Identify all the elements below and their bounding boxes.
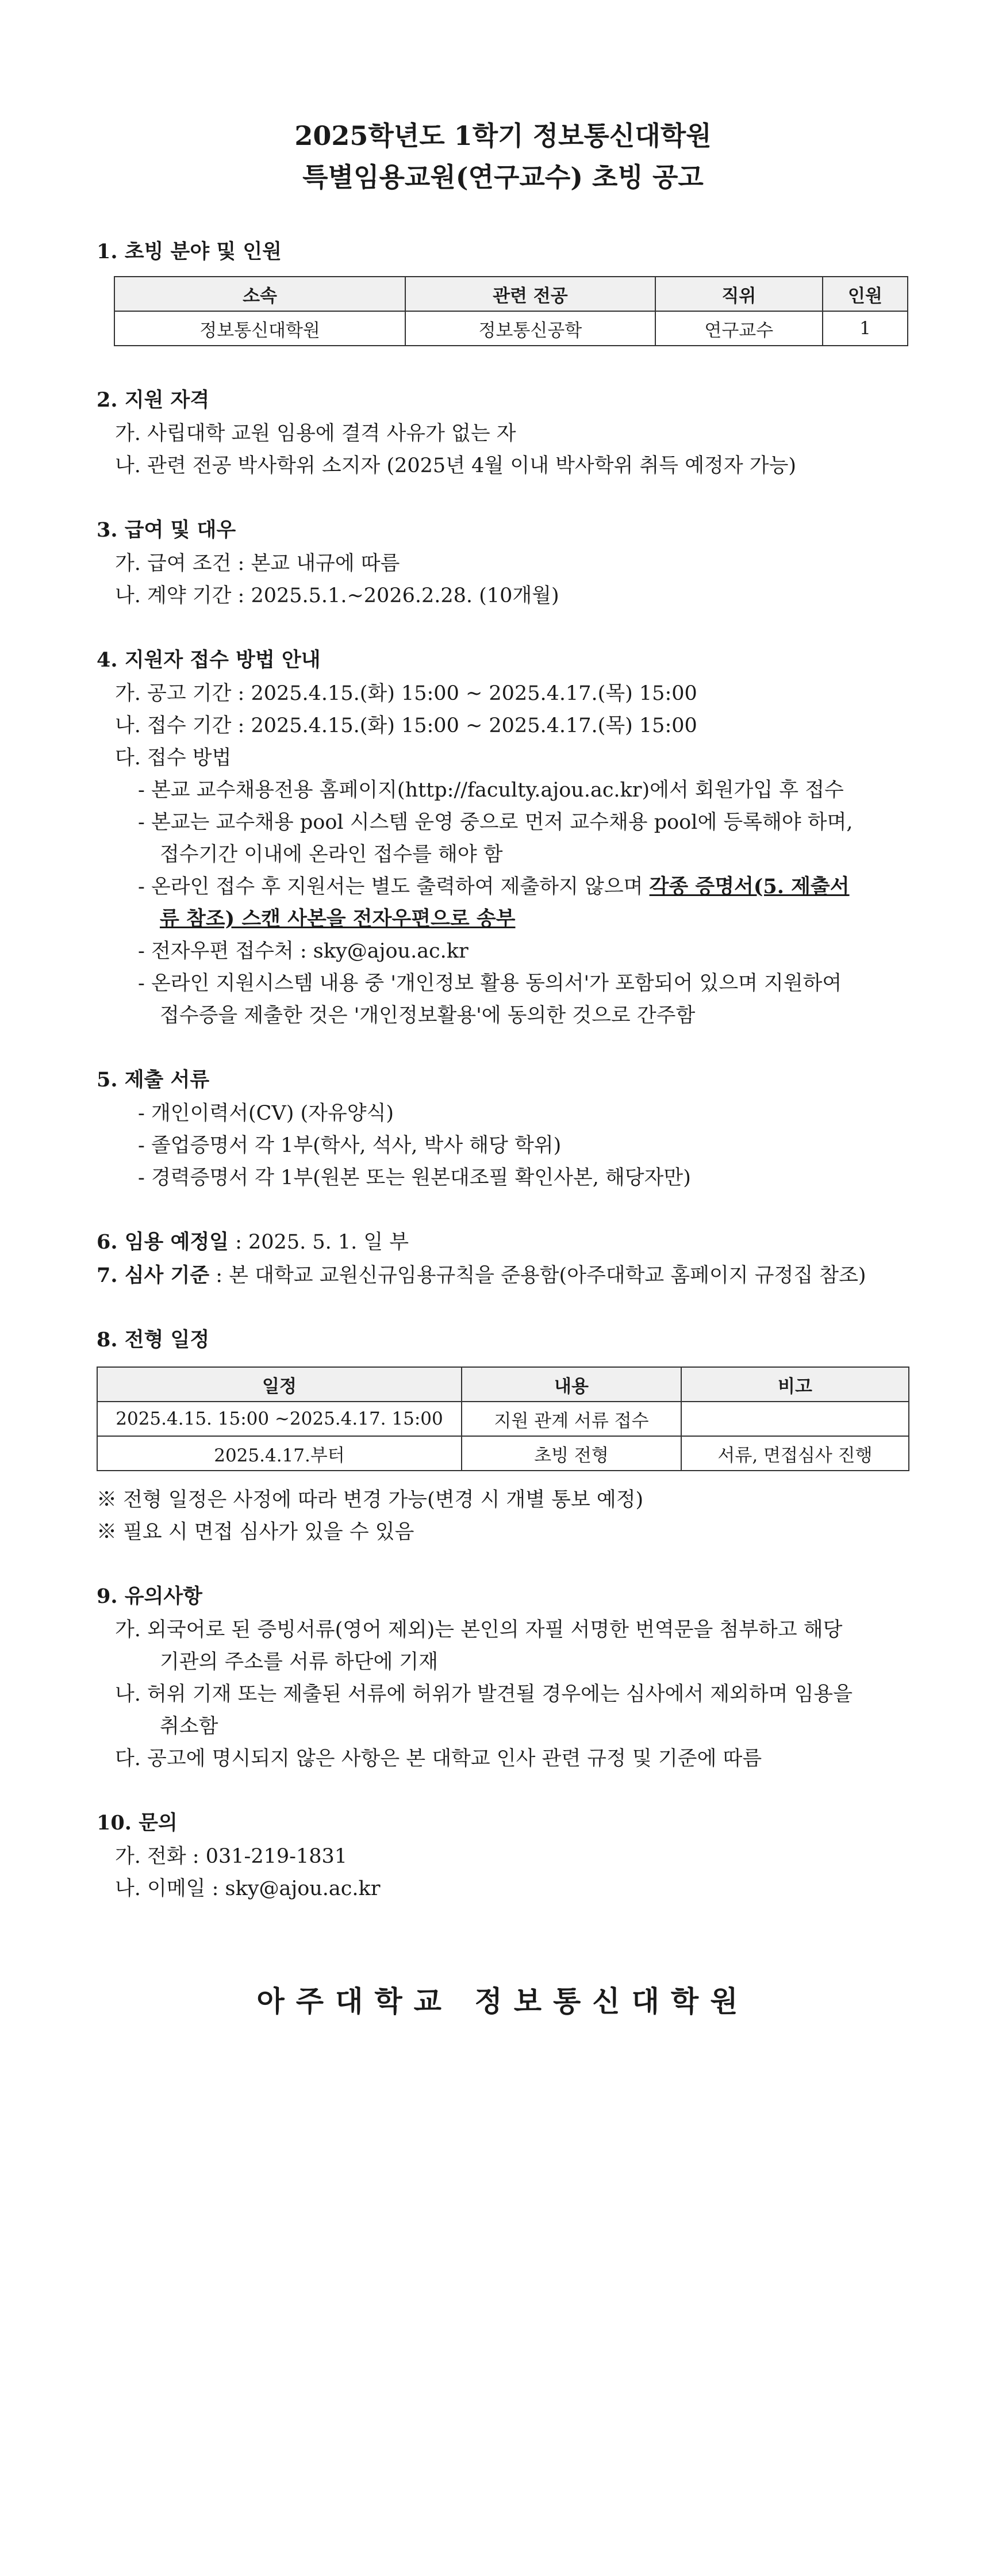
contact-phone: 가. 전화 : 031-219-1831 [115,1845,348,1868]
section-6-label: 6. 임용 예정일 [97,1230,229,1254]
list-item: 가. 공고 기간 : 2025.4.15.(화) 15:00 ~ 2025.4.17.(목) 15:00 [115,682,697,705]
section-7 [97,1260,866,1288]
list-item: 다. 공고에 명시되지 않은 사항은 본 대학교 인사 관련 규정 및 기준에 따름 [115,1747,762,1770]
list-item: - 경력증명서 각 1부(원본 또는 원본대조필 확인사본, 해당자만) [138,1166,691,1189]
list-item: 다. 접수 방법 [115,747,232,770]
section-10-heading: 10. 문의 [97,1811,178,1835]
table-cell: 정보통신공학 [405,311,655,346]
list-item [138,871,850,900]
table-cell: 연구교수 [655,311,823,346]
list-item: 가. 외국어로 된 증빙서류(영어 제외)는 본인의 자필 서명한 번역문을 첨부하고 해당 [115,1618,843,1641]
table-header-row [97,1367,909,1402]
section-7-text: : 본 대학교 교원신규임용규칙을 준용함(아주대학교 홈페이지 규정집 참조) [209,1264,866,1287]
list-item-continuation: 접수증을 제출한 것은 '개인정보활용'에 동의한 것으로 간주함 [160,1004,696,1027]
section-1-heading: 1. 초빙 분야 및 인원 [97,240,282,263]
list-item: 가. 사립대학 교원 임용에 결격 사유가 없는 자 [115,422,516,445]
schedule-table [97,1367,909,1471]
list-item: - 전자우편 접수처 : sky@ajou.ac.kr [138,940,469,963]
table-cell: 서류, 면접심사 진행 [681,1436,909,1471]
list-item-continuation: 취소함 [160,1715,218,1738]
list-item: - 개인이력서(CV) (자유양식) [138,1102,394,1125]
list-item-continuation: 접수기간 이내에 온라인 접수를 해야 함 [160,843,503,866]
list-item-continuation: 기관의 주소를 서류 하단에 기재 [160,1651,439,1674]
schedule-note: ※ 필요 시 면접 심사가 있을 수 있음 [97,1521,414,1544]
table-header: 직위 [655,277,823,311]
section-3-heading: 3. 급여 및 대우 [97,518,236,542]
title-line-2: 특별임용교원(연구교수) 초빙 공고 [302,162,704,193]
list-item: 나. 허위 기재 또는 제출된 서류에 허위가 발견될 경우에는 심사에서 제외하며 임용을 [115,1683,853,1706]
table-header: 소속 [114,277,405,311]
table-cell: 1 [823,311,908,346]
section-5-heading: 5. 제출 서류 [97,1068,210,1092]
list-item-text: - 온라인 접수 후 지원서는 별도 출력하여 제출하지 않으며 [138,875,650,898]
table-row [114,311,908,346]
table-row [97,1402,909,1436]
table-row [97,1436,909,1471]
table-header: 비고 [681,1367,909,1402]
section-8-heading: 8. 전형 일정 [97,1328,210,1352]
issuer-signature: 아주대학교 정보통신대학원 [256,1984,750,2018]
section-4-heading: 4. 지원자 접수 방법 안내 [97,648,321,672]
list-item: - 온라인 지원시스템 내용 중 '개인정보 활용 동의서'가 포함되어 있으며 지원하여 [138,972,842,995]
list-item: 나. 계약 기간 : 2025.5.1.~2026.2.28. (10개월) [115,584,559,607]
table-header: 일정 [97,1367,462,1402]
list-item: - 졸업증명서 각 1부(학사, 석사, 박사 해당 학위) [138,1134,562,1157]
emphasized-text: 류 참조) 스캔 사본을 전자우편으로 송부 [160,907,516,931]
list-item: - 본교 교수채용전용 홈페이지(http://faculty.ajou.ac.kr)에서 회원가입 후 접수 [138,779,844,802]
list-item: - 본교는 교수채용 pool 시스템 운영 중으로 먼저 교수채용 pool에 등록해야 하며, [138,811,853,834]
positions-table [114,276,908,346]
table-header: 인원 [823,277,908,311]
section-6 [97,1226,409,1255]
title-line-1: 2025학년도 1학기 정보통신대학원 [294,120,712,151]
table-header: 내용 [462,1367,681,1402]
list-item-continuation [160,903,515,932]
table-header: 관련 전공 [405,277,655,311]
section-7-label: 7. 심사 기준 [97,1264,210,1287]
table-cell: 초빙 전형 [462,1436,681,1471]
list-item: 나. 관련 전공 박사학위 소지자 (2025년 4월 이내 박사학위 취득 예정자 가능) [115,454,797,477]
schedule-note: ※ 전형 일정은 사정에 따라 변경 가능(변경 시 개별 통보 예정) [97,1488,644,1511]
section-9-heading: 9. 유의사항 [97,1584,202,1608]
table-header-row [114,277,908,311]
emphasized-text: 각종 증명서(5. 제출서 [649,875,850,898]
table-cell: 정보통신대학원 [114,311,405,346]
section-6-text: : 2025. 5. 1. 일 부 [228,1231,409,1254]
contact-email: 나. 이메일 : sky@ajou.ac.kr [115,1877,381,1900]
section-2-heading: 2. 지원 자격 [97,388,210,412]
table-cell: 2025.4.15. 15:00 ~2025.4.17. 15:00 [97,1402,462,1436]
table-cell: 지원 관계 서류 접수 [462,1402,681,1436]
list-item: 나. 접수 기간 : 2025.4.15.(화) 15:00 ~ 2025.4.17.(목) 15:00 [115,714,697,737]
list-item: 가. 급여 조건 : 본교 내규에 따름 [115,552,400,575]
table-cell [681,1402,909,1436]
table-cell: 2025.4.17.부터 [97,1436,462,1471]
